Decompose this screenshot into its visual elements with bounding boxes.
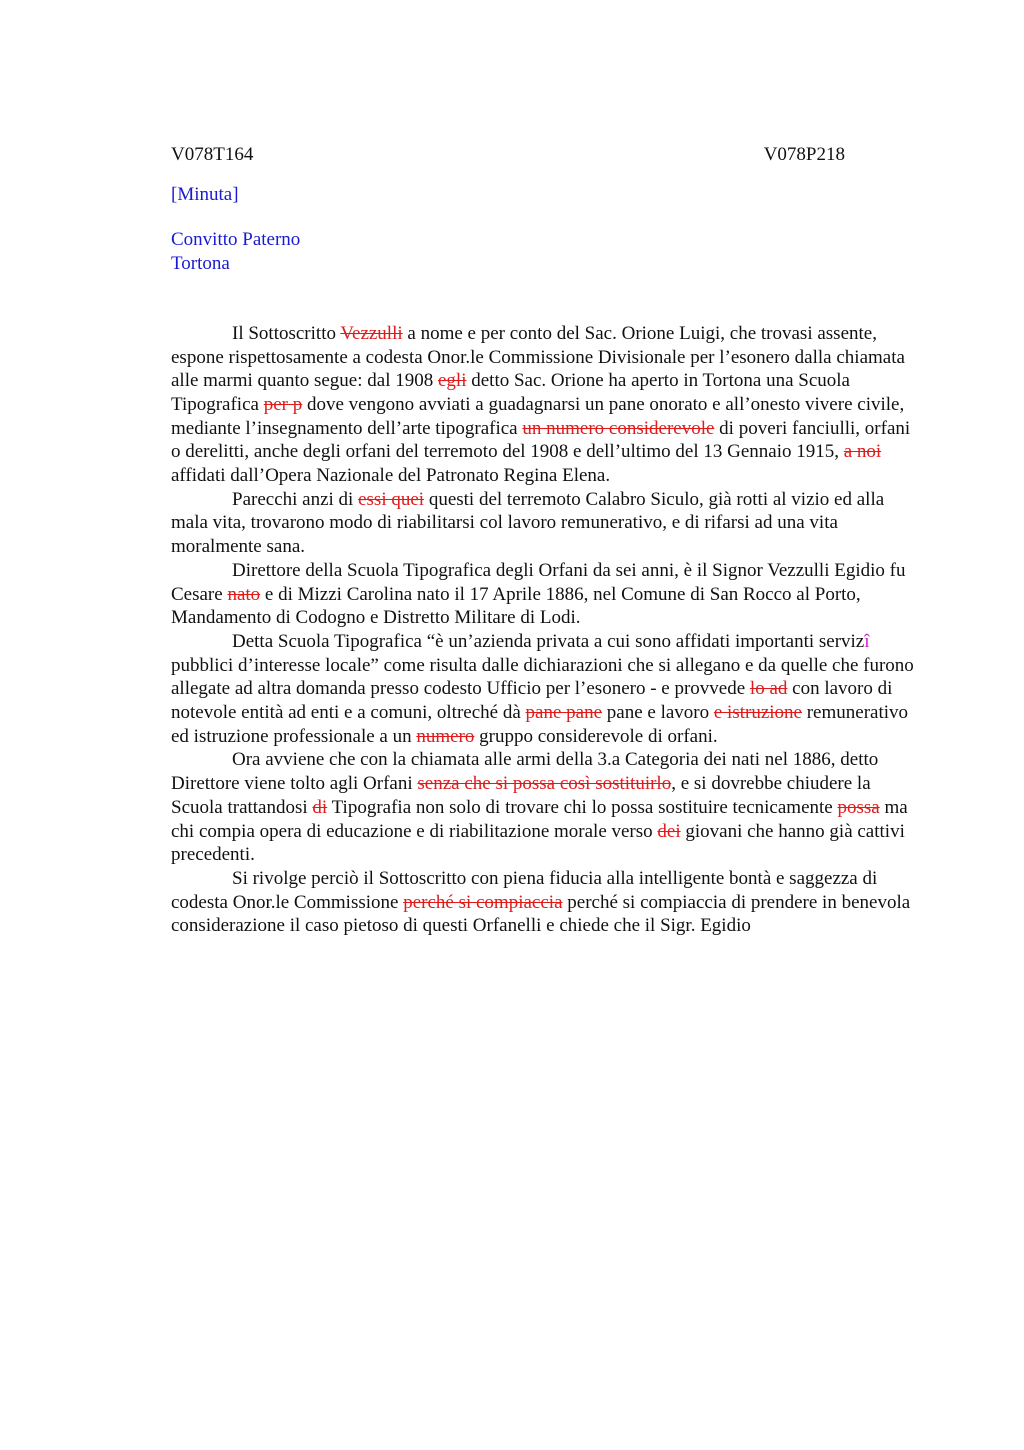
deleted-text: numero <box>416 725 475 747</box>
paragraph-4 <box>171 630 921 749</box>
text-segment: Parecchi anzi di <box>232 488 359 510</box>
address-block <box>171 228 921 275</box>
paragraph-2 <box>171 488 921 559</box>
text-segment: Tipografia non solo di trovare chi lo possa sostituire tecnicamente <box>327 796 838 818</box>
deleted-text: Vezzulli <box>340 322 403 344</box>
text-segment: Ora avviene che con la chiamata alle armi della 3.a Categoria dei nati nel 1886, detto Direttore viene tolto agli Orfani <box>171 749 879 795</box>
text-segment: affidati dall’Opera Nazionale del Patronato Regina Elena. <box>171 465 611 487</box>
text-segment: Si rivolge perciò il Sottoscritto con piena fiducia alla intelligente bontà e saggezza di codesta Onor.le Commissione <box>171 867 878 913</box>
address-line-2: Tortona <box>171 253 230 275</box>
deleted-text: di <box>312 796 328 818</box>
text-segment: pane e lavoro <box>602 702 714 724</box>
minuta-note: [Minuta] <box>171 183 239 205</box>
deleted-text: senza che si possa così sostituirlo <box>417 773 672 795</box>
deleted-text: un numero considerevole <box>522 417 715 439</box>
deleted-text: nato <box>227 583 261 605</box>
text-segment: gruppo considerevole di orfani. <box>474 725 718 747</box>
text-segment: a nome e per conto del Sac. Orione Luigi, che trovasi assente, espone rispettosamente a codesta Onor.le Commissione Divisionale per l’esonero dalla chiamata alle marmi quanto segue: dal 1908 <box>171 322 905 392</box>
text-segment: questi del terremoto Calabro Siculo, già rotti al vizio ed alla mala vita, trovarono modo di riabilitarsi col lavoro remunerativo, e di rifarsi ad una vita moralmente sana. <box>171 488 885 558</box>
paragraph-6 <box>171 867 921 938</box>
text-segment: con lavoro di notevole entità ad enti e a comuni, oltreché dà <box>171 678 893 724</box>
text-segment: perché si compiaccia di prendere in benevola considerazione il caso pietoso di questi Orfanelli e chiede che il Sigr. Egidio <box>171 891 911 937</box>
text-segment: pubblici d’interesse locale” come risulta dalle dichiarazioni che si allegano e da quelle che furono allegate ad altra domanda presso codesto Ufficio per l’esonero - e provvede <box>171 654 914 700</box>
text-segment: Direttore della Scuola Tipografica degli Orfani da sei anni, è il Signor Vezzulli Egidio fu Cesare <box>171 559 906 605</box>
deleted-text: pane pane <box>525 702 603 724</box>
document-page <box>171 143 921 938</box>
deleted-text: perché si compiaccia <box>403 891 563 913</box>
deleted-text: possa <box>837 796 880 818</box>
paragraph-1 <box>171 322 921 488</box>
text-segment: ma chi compia opera di educazione e di riabilitazione morale verso <box>171 796 908 842</box>
paragraph-3 <box>171 559 921 630</box>
deleted-text: dei <box>657 820 681 842</box>
text-segment: , e si dovrebbe chiudere la Scuola trattandosi <box>171 773 871 818</box>
archive-codes <box>171 143 845 167</box>
deleted-text: egli <box>437 370 467 392</box>
deleted-text: lo ad <box>749 678 788 700</box>
letter-body <box>171 322 921 938</box>
text-segment: dove vengono avviati a guadagnarsi un pane onorato e all’onesto vivere civile, mediante l’insegnamento dell’arte tipografica <box>171 393 905 439</box>
deleted-text: per p <box>263 393 303 415</box>
inserted-character: î <box>864 630 870 652</box>
deleted-text: essi quei <box>358 488 425 510</box>
text-segment: giovani che hanno già cattivi precedenti. <box>171 820 905 866</box>
deleted-text: a noi <box>843 441 882 463</box>
text-segment: Il Sottoscritto <box>232 322 341 344</box>
archive-code-left: V078T164 <box>171 144 254 165</box>
text-segment: Detta Scuola Tipografica “è un’azienda privata a cui sono affidati importanti serviz <box>232 630 865 652</box>
deleted-text: e istruzione <box>713 702 802 724</box>
text-segment: e di Mizzi Carolina nato il 17 Aprile 1886, nel Comune di San Rocco al Porto, Mandamento di Codogno e Distretto Militare di Lodi. <box>171 583 861 629</box>
text-segment: di poveri fanciulli, orfani o derelitti, anche degli orfani del terremoto del 1908 e dell’ultimo del 13 Gennaio 1915, <box>171 417 911 463</box>
text-segment: detto Sac. Orione ha aperto in Tortona una Scuola Tipografica <box>171 370 850 415</box>
paragraph-5 <box>171 748 921 867</box>
address-line-1: Convitto Paterno <box>171 229 301 251</box>
text-segment: remunerativo ed istruzione professionale a un <box>171 702 909 747</box>
archive-code-right: V078P218 <box>763 144 845 165</box>
